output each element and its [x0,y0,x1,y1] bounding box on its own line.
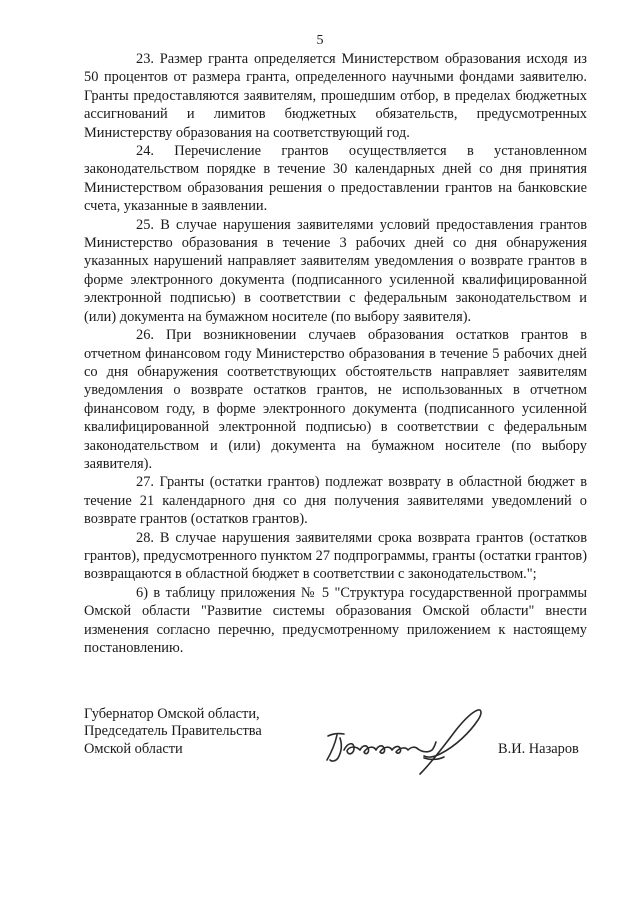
page-number: 5 [316,33,324,48]
handwritten-signature [318,700,498,780]
signatory-title-line: Губернатор Омской области, [84,706,260,722]
paragraph-item-6: 6) в таблицу приложения № 5 "Структура государственной программы Омской области "Развитие системы образования Омской области" внести изменения согласно перечню, предусмотренному приложением к настоящему постановлению. [84,584,587,656]
signatory-title [84,706,262,758]
paragraph-27: 27. Гранты (остатки грантов) подлежат возврату в областной бюджет в течение 21 календарного дня со дня получения заявителями уведомлений о возврате грантов (остатков грантов). [84,474,587,528]
paragraph-24: 24. Перечисление грантов осуществляется в установленном законодательством порядке в течение 30 календарных дней со дня принятия Министерством образования решения о предоставлении грантов на банковские счета, указанные в заявлении. [84,143,587,215]
signatory-title-line: Омской области [84,740,183,757]
paragraph-28: 28. В случае нарушения заявителями срока возврата грантов (остатков грантов), предусмотренного пунктом 27 подпрограммы, гранты (остатки грантов) возвращаются в областной бюджет в соответствии с законодательством."; [84,529,587,583]
signatory-name: В.И. Назаров [498,741,579,757]
document-body [84,50,587,657]
paragraph-26: 26. При возникновении случаев образования остатков грантов в отчетном финансовом году Министерство образования в течение 5 рабочих дней со дня обнаружения соответствующих обстоятельств направляет заявителям уведомления о возврате остатков грантов, не использованных в отчетном финансовом году, в форме электронного документа (подписанного усиленной квалифицированной электронной подписью) в соответствии с федеральным законодательством и (или) документа на бумажном носителе (по выбору заявителя). [84,327,587,472]
signatory-title-line: Председатель Правительства [84,723,262,740]
paragraph-23: 23. Размер гранта определяется Министерством образования исходя из 50 процентов от размера гранта, определенного научными фондами заявителю. Гранты предоставляются заявителям, прошедшим отбор, в пределах бюджетных ассигнований и лимитов бюджетных обязательств, предусмотренных Министерству образования на соответствующий год. [84,51,587,141]
paragraph-25: 25. В случае нарушения заявителями условий предоставления грантов Министерство образования в течение 3 рабочих дней со дня обнаружения указанных нарушений направляет заявителям уведомления о возврате грантов в форме электронного документа (подписанного усиленной квалифицированной электронной подписью) в соответствии с федеральным законодательством и (или) документа на бумажном носителе (по выбору заявителя). [84,216,587,325]
